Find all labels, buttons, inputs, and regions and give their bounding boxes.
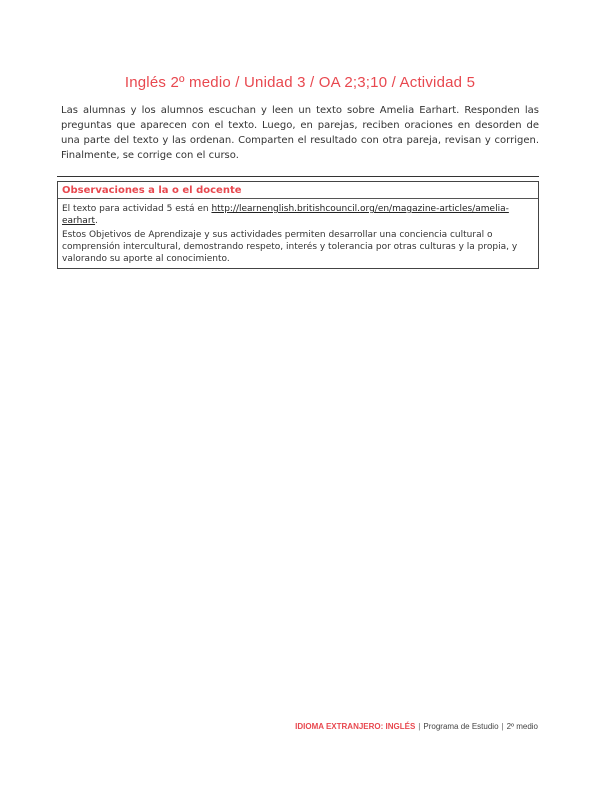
footer-subject: IDIOMA EXTRANJERO: INGLÉS [295, 722, 416, 731]
footer-grade: 2º medio [506, 722, 538, 731]
observations-heading: Observaciones a la o el docente [62, 185, 242, 196]
observations-text-link-paragraph [62, 203, 532, 227]
footer-program: Programa de Estudio [423, 722, 499, 731]
teacher-observations-box [57, 181, 539, 269]
activity-description: Las alumnas y los alumnos escuchan y leen un texto sobre Amelia Earhart. Responden las preguntas que aparecen con el texto. Luego, en parejas, reciben oraciones en desorden de una parte del texto y las ordenan. Comparten el resultado con otra pareja, revisan y corrigen. Finalmente, se corrige con el curso. [61, 105, 539, 161]
footer-separator-2: | [501, 722, 504, 731]
footer-separator: | [418, 722, 421, 731]
observations-text-prefix: El texto para actividad 5 está en [62, 204, 212, 214]
page-footer [295, 722, 538, 731]
page-title: Inglés 2º medio / Unidad 3 / OA 2;3;10 / Actividad 5 [124, 74, 476, 91]
observations-divider [58, 198, 538, 199]
observations-text-suffix: . [95, 216, 98, 226]
text-source-link[interactable]: http://learnenglish.britishcouncil.org/en/magazine-articles/amelia-earhart [62, 204, 509, 226]
observations-objectives-paragraph: Estos Objetivos de Aprendizaje y sus actividades permiten desarrollar una conciencia cultural o comprensión intercultural, demostrando respeto, interés y tolerancia por otras culturas y la propia, y valorando su aporte al conocimiento. [62, 230, 518, 264]
